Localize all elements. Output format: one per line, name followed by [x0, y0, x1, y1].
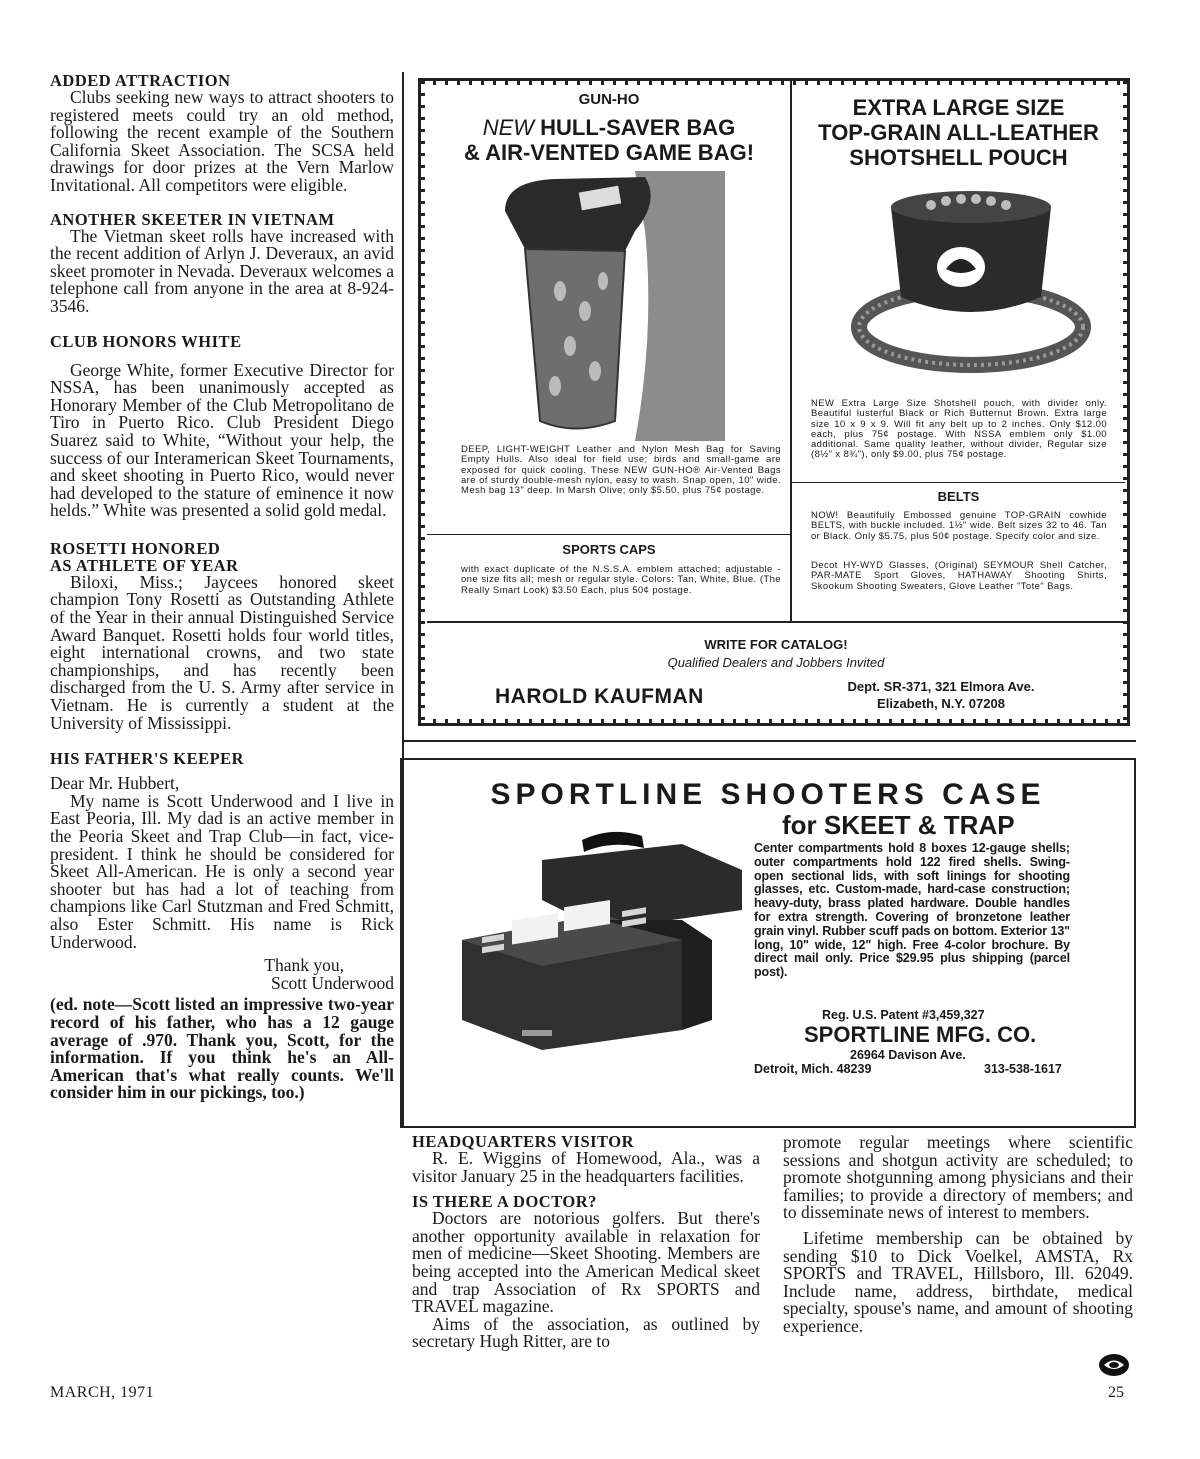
editor-note: (ed. note—Scott listed an impressive two-year record of his father, who has a 12 gauge average of .970. Thank you, Scott, for the information. If you think he's an All-American that's what really counts. We'll consider him in our pickings, too.) — [50, 994, 394, 1103]
shooters-case-photo — [452, 830, 752, 1050]
other-products: Decot HY-WYD Glasses, (Original) SEYMOUR Shell Catcher, PAR-MATE Sport Gloves, HATHAWAY Shooting Shirts, Skookum Shooting Sweaters, Glove Leather "Tote" Bags. — [811, 560, 1107, 592]
kaufman-address-line1: Dept. SR-371, 321 Elmora Ave. — [847, 679, 1035, 694]
mesh-bag-photo — [485, 171, 725, 441]
belts-heading: BELTS — [937, 489, 980, 504]
kaufman-address — [791, 678, 1091, 712]
catalog-subheading: Qualified Dealers and Jobbers Invited — [667, 655, 885, 670]
end-mark-icon — [1098, 1353, 1130, 1377]
kaufman-company: HAROLD KAUFMAN — [495, 685, 704, 708]
sportline-patent: Reg. U.S. Patent #3,459,327 — [822, 1008, 985, 1022]
ad-kaufman — [418, 78, 1130, 726]
heading-rosetti-line2: AS ATHLETE OF YEAR — [50, 555, 239, 575]
article-another-skeeter: The Vietman skeet rolls have increased with the recent addition of Arlyn J. Deveraux, an avid skeet promoter in Nevada. Deveraux welcomes a telephone call from anyone in the area at 8-924-3546. — [50, 225, 394, 316]
ad-sportline — [400, 758, 1136, 1128]
kaufman-address-line2: Elizabeth, N.Y. 07208 — [877, 696, 1005, 711]
right-column — [783, 1134, 1133, 1336]
heading-another-skeeter: ANOTHER SKEETER IN VIETNAM — [50, 209, 335, 229]
heading-added-attraction: ADDED ATTRACTION — [50, 71, 231, 90]
sportline-street: 26964 Davison Ave. — [850, 1048, 966, 1062]
letter-signature: Scott Underwood — [271, 972, 394, 993]
chain-border-top — [421, 81, 1127, 85]
belts-description: NOW! Beautifully Embossed genuine TOP-GRAIN cowhide BELTS, with buckle included. 1½" wide. Belt sizes 32 to 46. Tan or Black. Only $5.75, plus 50¢ postage. Specify color and size. — [811, 510, 1107, 542]
ad-divider-caps — [427, 534, 790, 535]
heading-doctor: IS THERE A DOCTOR? — [412, 1192, 597, 1212]
shotshell-pouch-photo — [851, 177, 1091, 377]
gunho-title-line1: HULL-SAVER BAG — [534, 115, 736, 140]
catalog-heading: WRITE FOR CATALOG! — [704, 637, 848, 652]
article-doctor-p2: Aims of the association, as outlined by secretary Hugh Ritter, are to — [412, 1313, 760, 1352]
gunho-title — [429, 115, 789, 165]
heading-hq-visitor: HEADQUARTERS VISITOR — [412, 1132, 634, 1151]
pouch-title-line2: TOP-GRAIN ALL-LEATHER — [818, 120, 1099, 145]
article-doctor-continued: promote regular meetings where scientific sessions and shotgun activity are scheduled; to promote shotgunning among physicians and their families; to provide a directory of members; and to disseminate news of interest to members. — [783, 1132, 1133, 1223]
left-column — [50, 72, 394, 1102]
gunho-description: DEEP, LIGHT-WEIGHT Leather and Nylon Mesh Bag for Saving Empty Hulls. Also ideal for field use; birds and small-game are exposed for quick cooling. These NEW GUN-HO® Air-Vented Bags are of sturdy double-mesh nylon, easy to wash. Snap open, 10" wide. Mesh bag 13" deep. In Marsh Olive; only $5.50, plus 75¢ postage. — [461, 444, 781, 497]
article-added-attraction: Clubs seeking new ways to attract shooters to registered meets could try an old method, following the recent example of the Southern California Skeet Association. The SCSA held drawings for door prizes at the Vern Marlow Invitational. All competitors were eligible. — [50, 87, 394, 195]
sportline-city: Detroit, Mich. 48239 — [754, 1062, 872, 1076]
ad-divider-catalog — [427, 621, 1125, 623]
gunho-title-line2: & AIR-VENTED GAME BAG! — [463, 140, 755, 165]
sportline-description: Center compartments hold 8 boxes 12-gauge shells; outer compartments hold 122 fired shells. Swing-open sectional lids, with soft linings for shooting glasses, etc. Custom-made, hard-case construction; heavy-duty, brass plated hardware. Double handles for extra strength. Covering of bronzetone leather grain vinyl. Rubber scuff pads on bottom. Exterior 13" long, 10" wide, 12" high. Free 4-color brochure. By direct mail only. Price $29.95 plus shipping (parcel post). — [754, 841, 1070, 980]
chain-border-left — [421, 81, 425, 723]
letter-body: My name is Scott Underwood and I live in East Peoria, Ill. My dad is an active member in the Peoria Skeet and Trap Club—in fact, vice-president. I think he should be considered for Skeet All-American. He is only a second year shooter but has had a lot of teaching from champions like Carl Stutzman and Fred Schmitt, also Ester Schmitt. His name is Rick Underwood. — [50, 790, 394, 952]
article-doctor-p1: Doctors are notorious golfers. But there's another opportunity available in relaxation for men of medicine—Skeet Shooting. Members are being accepted into the American Medical skeet and trap Association of Rx SPORTS and TRAVEL magazine. — [412, 1208, 760, 1317]
letter-closing: Thank you, — [264, 955, 344, 976]
ad-divider-belts — [792, 482, 1125, 483]
pouch-title — [792, 95, 1125, 170]
page-number: 25 — [1108, 1384, 1124, 1401]
chain-border-bottom — [421, 719, 1127, 723]
pouch-description: NEW Extra Large Size Shotshell pouch, with divider only. Beautiful lusterful Black or Rich Butternut Brown. Extra large size 10 x 9 x 9. Will fit any belt up to 2 inches. Only $12.00 each, plus 75¢ postage. With NSSA emblem only $1.00 additional. Same quality leather, without divider, Regular size (8½" x 8¾"), only $9.00, plus 75¢ postage. — [811, 398, 1107, 461]
sportline-subtitle: for SKEET & TRAP — [782, 810, 1015, 840]
caps-description: with exact duplicate of the N.S.S.A. emblem attached; adjustable - one size fits all; mesh or regular style. Colors: Tan, White, Blue. (The Really Smart Look) $3.50 Each, plus 50¢ postage. — [461, 564, 781, 596]
heading-fathers-keeper: HIS FATHER'S KEEPER — [50, 749, 245, 769]
gunho-title-new: NEW — [482, 115, 535, 140]
chain-border-right — [1123, 81, 1127, 723]
sportline-phone: 313-538-1617 — [984, 1062, 1062, 1076]
article-hq-visitor: R. E. Wiggins of Homewood, Ala., was a visitor January 25 in the headquarters facilities. — [412, 1148, 760, 1186]
article-membership: Lifetime membership can be obtained by sending $10 to Dick Voelkel, AMSTA, Rx SPORTS and TRAVEL, Hillsboro, Ill. 62049. Include name, address, birthdate, medical specialty, spouse's name, and amount of shooting experience. — [783, 1227, 1133, 1336]
heading-rosetti-line1: ROSETTI HONORED — [50, 538, 221, 558]
heading-club-honors: CLUB HONORS WHITE — [50, 331, 242, 351]
gunho-brand: GUN-HO — [578, 91, 640, 108]
sportline-company: SPORTLINE MFG. CO. — [804, 1022, 1037, 1047]
middle-column — [412, 1133, 760, 1351]
article-club-honors: George White, former Executive Director for NSSA, has been unanimously accepted as Honorary Member of the Club Metropolitano de Tiro in Puerto Rico. Club President Diego Suarez said to White, “Without your help, the success of our Interamerican Skeet Tournaments, and skeet shooting in Puerto Rico, would never had developed to the stature of eminence it now helds.” White was presented a solid gold medal. — [50, 359, 394, 521]
article-rosetti: Biloxi, Miss.; Jaycees honored skeet champion Tony Rosetti as Outstanding Athlete of the Year in their annual Distinguished Service Award Banquet. Rosetti holds four world titles, eight international crowns, and two state championships, and has recently been discharged from the U. S. Army after service in Vietnam. He is currently a student at the University of Mississippi. — [50, 571, 394, 733]
caps-heading: SPORTS CAPS — [562, 542, 656, 557]
sportline-title: SPORTLINE SHOOTERS CASE — [490, 778, 1046, 811]
issue-date: MARCH, 1971 — [50, 1384, 155, 1401]
ad-separator-rule — [402, 740, 1136, 742]
pouch-title-line3: SHOTSHELL POUCH — [849, 145, 1068, 170]
letter-salutation: Dear Mr. Hubbert, — [50, 773, 180, 794]
pouch-title-line1: EXTRA LARGE SIZE — [852, 95, 1065, 120]
